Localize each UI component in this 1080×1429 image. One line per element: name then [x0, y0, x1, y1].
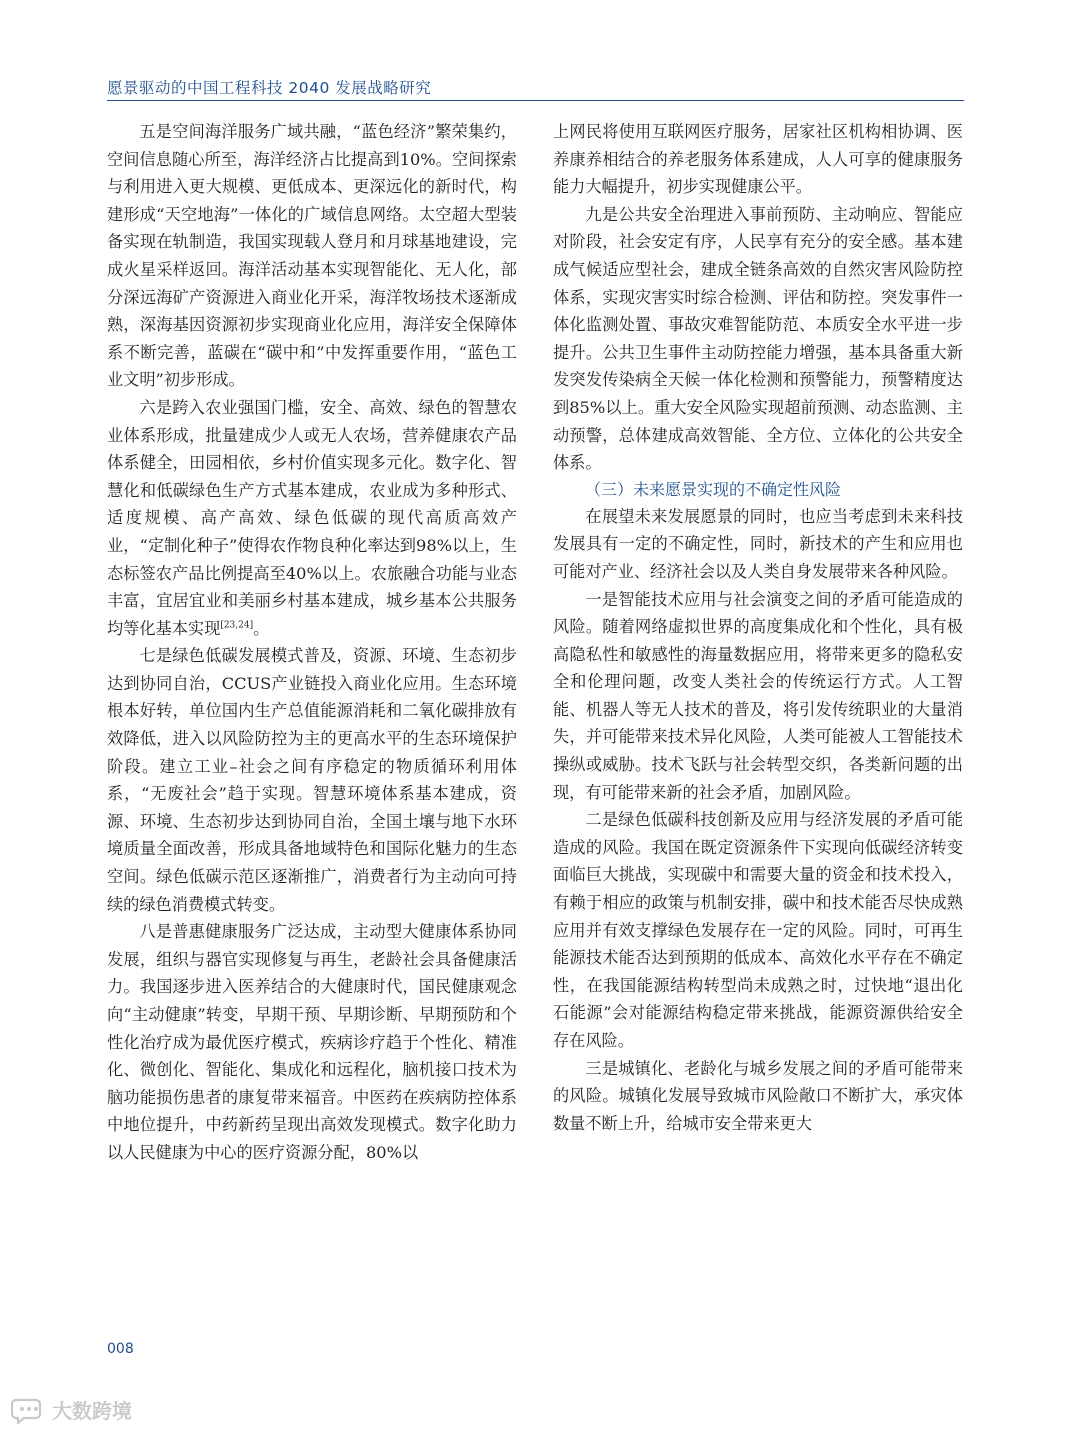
- left-column: [107, 118, 517, 1167]
- paragraph-space-ocean: 五是空间海洋服务广域共融，“蓝色经济”繁荣集约，空间信息随心所至，海洋经济占比提高到10%。空间探索与利用进入更大规模、更低成本、更深远化的新时代，构建形成“天空地海”一体化的广域信息网络。太空超大型装备实现在轨制造，我国实现载人登月和月球基地建设，完成火星采样返回。海洋活动基本实现智能化、无人化，部分深远海矿产资源进入商业化开采，海洋牧场技术逐渐成熟，深海基因资源初步实现商业化应用，海洋安全保障体系不断完善，蓝碳在“碳中和”中发挥重要作用，“蓝色工业文明”初步形成。: [107, 122, 517, 390]
- watermark: [10, 1395, 132, 1424]
- running-header: [107, 74, 964, 101]
- paragraph-agriculture-end: 。: [253, 618, 270, 638]
- paragraph-risk-intro: 在展望未来发展愿景的同时，也应当考虑到未来科技发展具有一定的不确定性，同时，新技术的产生和应用也可能对产业、经济社会以及人类自身发展带来各种风险。: [553, 506, 963, 581]
- paragraph-public-safety: 九是公共安全治理进入事前预防、主动响应、智能应对阶段，社会安定有序，人民享有充分的安全感。基本建成气候适应型社会，建成全链条高效的自然灾害风险防控体系，实现灾害实时综合检测、评估和防控。突发事件一体化监测处置、事故灾难智能防范、本质安全水平进一步提升。公共卫生事件主动防控能力增强，基本具备重大新发突发传染病全天候一体化检测和预警能力，预警精度达到85%以上。重大安全风险实现超前预测、动态监测、主动预警，总体建成高效智能、全方位、立体化的公共安全体系。: [553, 204, 963, 473]
- section-heading: （三）未来愿景实现的不确定性风险: [585, 479, 842, 499]
- paragraph-risk-urban: 三是城镇化、老龄化与城乡发展之间的矛盾可能带来的风险。城镇化发展导致城市风险敞口不断扩大，承灾体数量不断上升，给城市安全带来更大: [553, 1058, 963, 1133]
- paragraph-risk-ai: 一是智能技术应用与社会演变之间的矛盾可能造成的风险。随着网络虚拟世界的高度集成化和个性化，具有极高隐私性和敏感性的海量数据应用，将带来更多的隐私安全和伦理问题，改变人类社会的传统运行方式。人工智能、机器人等无人技术的普及，将引发传统职业的大量消失，并可能带来技术异化风险，人类可能被人工智能技术操纵或威胁。技术飞跃与社会转型交织，各类新问题的出现，有可能带来新的社会矛盾，加剧风险。: [553, 589, 963, 802]
- paragraph-health-continued: 上网民将使用互联网医疗服务，居家社区机构相协调、医养康养相结合的养老服务体系建成，人人可享的健康服务能力大幅提升，初步实现健康公平。: [553, 122, 963, 197]
- header-title: 愿景驱动的中国工程科技 2040 发展战略研究: [107, 79, 432, 97]
- paragraph-green-lowcarbon: 七是绿色低碳发展模式普及，资源、环境、生态初步达到协同自治，CCUS产业链投入商业化应用。生态环境根本好转，单位国内生产总值能源消耗和二氧化碳排放有效降低，进入以风险防控为主的更高水平的生态环境保护阶段。建立工业–社会之间有序稳定的物质循环利用体系，“无废社会”趋于实现。智慧环境体系基本建成，资源、环境、生态初步达到协同自治，全国土壤与地下水环境质量全面改善，形成具备地域特色和国际化魅力的生态空间。绿色低碳示范区逐渐推广，消费者行为主动向可持续的绿色消费模式转变。: [107, 646, 517, 914]
- bubble-logo-icon: [10, 1396, 46, 1424]
- watermark-text: 大数跨境: [52, 1399, 132, 1423]
- citation-ref: [23,24]: [220, 620, 254, 631]
- paragraph-agriculture: [107, 394, 517, 642]
- paragraph-risk-green: 二是绿色低碳科技创新及应用与经济发展的矛盾可能造成的风险。我国在既定资源条件下实现向低碳经济转变面临巨大挑战，实现碳中和需要大量的资金和技术投入，有赖于相应的政策与机制安排，碳中和技术能否尽快成熟应用并有效支撑绿色发展存在一定的风险。同时，可再生能源技术能否达到预期的低成本、高效化水平存在不确定性，在我国能源结构转型尚未成熟之时，过快地“退出化石能源”会对能源结构稳定带来挑战，能源资源供给安全存在风险。: [553, 810, 963, 1050]
- paragraph-agriculture-text: 六是跨入农业强国门槛，安全、高效、绿色的智慧农业体系形成，批量建成少人或无人农场，营养健康农产品体系健全，田园相依，乡村价值实现多元化。数字化、智慧化和低碳绿色生产方式基本建成，农业成为多种形式、适度规模、高产高效、绿色低碳的现代高质高效产业，“定制化种子”使得农作物良种化率达到98%以上，生态标签农产品比例提高至40%以上。农旅融合功能与业态丰富，宜居宜业和美丽乡村基本建成，城乡基本公共服务均等化基本实现: [107, 397, 517, 638]
- page-number: 008: [107, 1341, 134, 1357]
- paragraph-health: 八是普惠健康服务广泛达成，主动型大健康体系协同发展，组织与器官实现修复与再生，老龄社会具备健康活力。我国逐步进入医养结合的大健康时代，国民健康观念向“主动健康”转变，早期干预、早期诊断、早期预防和个性化治疗成为最优医疗模式，疾病诊疗趋于个性化、精准化、微创化、智能化、集成化和远程化，脑机接口技术为脑功能损伤患者的康复带来福音。中医药在疾病防控体系中地位提升，中药新药呈现出高效发现模式。数字化助力以人民健康为中心的医疗资源分配，80%以: [107, 922, 517, 1162]
- right-column: [553, 118, 963, 1137]
